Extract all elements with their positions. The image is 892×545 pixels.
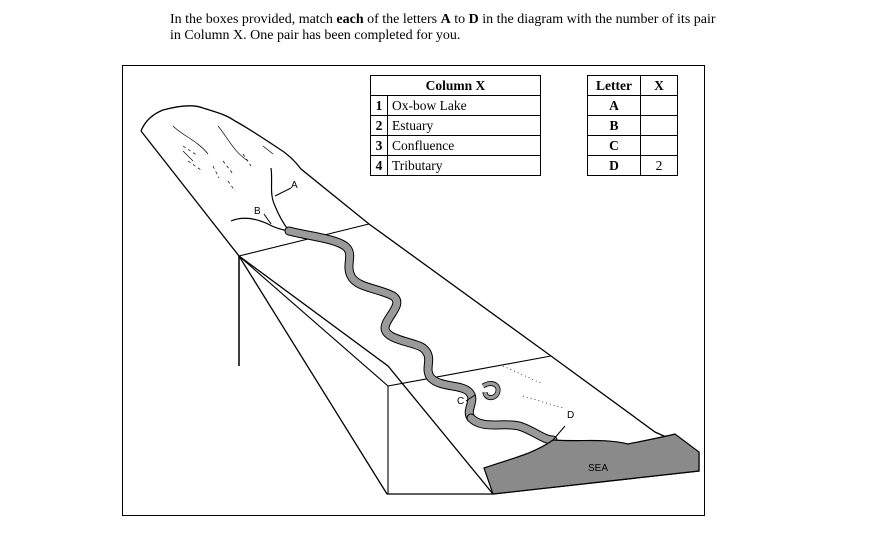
- instructions: [170, 12, 810, 44]
- column-x-term: Ox-bow Lake: [388, 96, 541, 116]
- river-main-outline: [289, 231, 472, 418]
- answer-box-d[interactable]: 2: [641, 156, 678, 176]
- answer-box-c[interactable]: [641, 136, 678, 156]
- block-front-edge: [141, 131, 493, 494]
- table-row: [371, 156, 541, 176]
- river-main: [289, 231, 472, 418]
- table-row: [588, 96, 678, 116]
- front-slope: [239, 256, 388, 386]
- table-row: [588, 136, 678, 156]
- table-row: [371, 136, 541, 156]
- table-row: [588, 156, 678, 176]
- answer-letter: A: [588, 96, 641, 116]
- column-x-term: Tributary: [388, 156, 541, 176]
- answer-box-b[interactable]: [641, 116, 678, 136]
- answer-header-x: X: [641, 76, 678, 96]
- instructions-bold-each: each: [336, 12, 364, 27]
- label-a: A: [291, 180, 298, 191]
- mountain-texture: [173, 126, 273, 161]
- instructions-text: of the letters: [363, 12, 441, 27]
- table-row: [588, 116, 678, 136]
- column-x-number: 2: [371, 116, 388, 136]
- instructions-bold-d: D: [468, 12, 479, 27]
- column-x-number: 4: [371, 156, 388, 176]
- tributary-stream-b: [231, 218, 289, 231]
- answer-letter: D: [588, 156, 641, 176]
- instructions-text: in the diagram with the number of its pair: [478, 12, 716, 27]
- column-x-term: Confluence: [388, 136, 541, 156]
- answer-box-a[interactable]: [641, 96, 678, 116]
- label-c: C: [457, 396, 465, 407]
- tributary-stream: [271, 168, 289, 231]
- answer-letter: B: [588, 116, 641, 136]
- label-sea: SEA: [588, 463, 609, 474]
- table-row: [371, 116, 541, 136]
- leader-line-d: [553, 426, 565, 440]
- answer-table: [587, 75, 678, 176]
- column-x-number: 3: [371, 136, 388, 156]
- section-line-middle: [388, 356, 551, 386]
- label-d: D: [567, 410, 575, 421]
- leader-line-a: [275, 188, 291, 196]
- instructions-line-2: in Column X. One pair has been completed for you.: [170, 28, 461, 43]
- diagram-frame: [122, 65, 705, 516]
- answer-letter: C: [588, 136, 641, 156]
- answer-header-letter: Letter: [588, 76, 641, 96]
- column-x-term: Estuary: [388, 116, 541, 136]
- column-x-table: [370, 75, 541, 176]
- instructions-bold-a: A: [440, 12, 451, 27]
- instructions-text: In the boxes provided, match: [170, 12, 337, 27]
- instructions-text: to: [450, 12, 469, 27]
- column-x-number: 1: [371, 96, 388, 116]
- table-row: [371, 96, 541, 116]
- column-x-header: Column X: [371, 76, 541, 96]
- label-b: B: [254, 206, 261, 217]
